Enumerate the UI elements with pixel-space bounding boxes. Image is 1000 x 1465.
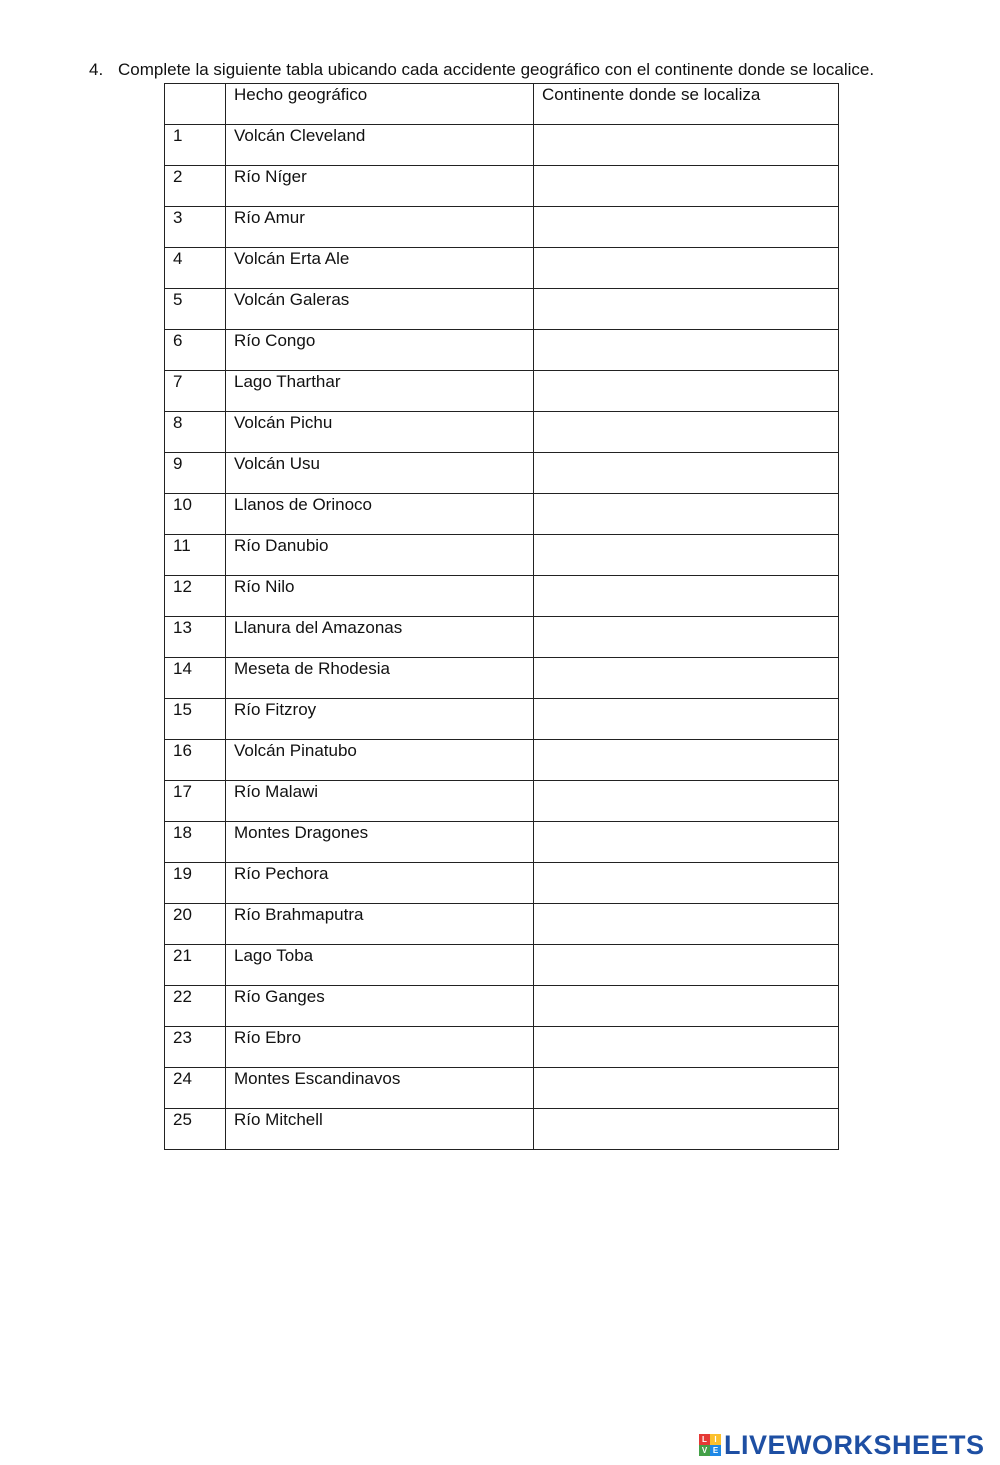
continent-answer-input[interactable] xyxy=(542,453,830,489)
liveworksheets-logo-icon: L I V E xyxy=(699,1434,721,1456)
table-row xyxy=(165,945,839,986)
watermark-text: LIVEWORKSHEETS xyxy=(724,1429,985,1460)
continent-answer-input[interactable] xyxy=(542,1027,830,1063)
continent-cell xyxy=(534,453,839,494)
continent-cell xyxy=(534,863,839,904)
continent-cell xyxy=(534,289,839,330)
row-number: 24 xyxy=(165,1068,226,1109)
row-feature: Volcán Usu xyxy=(226,453,534,494)
continent-cell xyxy=(534,617,839,658)
row-number: 5 xyxy=(165,289,226,330)
row-number: 4 xyxy=(165,248,226,289)
continent-cell xyxy=(534,412,839,453)
table-row xyxy=(165,535,839,576)
continent-answer-input[interactable] xyxy=(542,494,830,530)
row-feature: Río Nilo xyxy=(226,576,534,617)
row-feature: Llanos de Orinoco xyxy=(226,494,534,535)
continent-answer-input[interactable] xyxy=(542,781,830,817)
continent-cell xyxy=(534,945,839,986)
table-row xyxy=(165,289,839,330)
table-row xyxy=(165,1068,839,1109)
row-number: 23 xyxy=(165,1027,226,1068)
liveworksheets-watermark xyxy=(699,1430,985,1460)
row-number: 11 xyxy=(165,535,226,576)
table-row xyxy=(165,986,839,1027)
continent-answer-input[interactable] xyxy=(542,1068,830,1104)
row-feature: Montes Dragones xyxy=(226,822,534,863)
continent-answer-input[interactable] xyxy=(542,822,830,858)
continent-cell xyxy=(534,904,839,945)
continent-answer-input[interactable] xyxy=(542,371,830,407)
continent-cell xyxy=(534,781,839,822)
row-feature: Volcán Cleveland xyxy=(226,125,534,166)
row-feature: Meseta de Rhodesia xyxy=(226,658,534,699)
header-feature: Hecho geográfico xyxy=(226,84,534,125)
row-number: 21 xyxy=(165,945,226,986)
row-feature: Río Brahmaputra xyxy=(226,904,534,945)
continent-cell xyxy=(534,1068,839,1109)
continent-cell xyxy=(534,125,839,166)
continent-answer-input[interactable] xyxy=(542,863,830,899)
row-number: 1 xyxy=(165,125,226,166)
continent-cell xyxy=(534,986,839,1027)
table-row xyxy=(165,412,839,453)
geography-table xyxy=(164,83,839,1150)
table-row xyxy=(165,371,839,412)
row-feature: Volcán Galeras xyxy=(226,289,534,330)
row-number: 19 xyxy=(165,863,226,904)
table-row xyxy=(165,125,839,166)
table-row xyxy=(165,781,839,822)
continent-answer-input[interactable] xyxy=(542,535,830,571)
row-feature: Río Danubio xyxy=(226,535,534,576)
table-row xyxy=(165,166,839,207)
row-feature: Lago Toba xyxy=(226,945,534,986)
row-number: 10 xyxy=(165,494,226,535)
row-feature: Río Mitchell xyxy=(226,1109,534,1150)
row-feature: Río Pechora xyxy=(226,863,534,904)
table-row xyxy=(165,740,839,781)
row-feature: Volcán Pinatubo xyxy=(226,740,534,781)
row-feature: Río Malawi xyxy=(226,781,534,822)
table-row xyxy=(165,330,839,371)
row-number: 20 xyxy=(165,904,226,945)
row-feature: Montes Escandinavos xyxy=(226,1068,534,1109)
continent-answer-input[interactable] xyxy=(542,289,830,325)
continent-cell xyxy=(534,699,839,740)
continent-answer-input[interactable] xyxy=(542,576,830,612)
instruction-text: Complete la siguiente tabla ubicando cada accidente geográfico con el continente donde se localice. xyxy=(118,60,875,79)
table-row xyxy=(165,576,839,617)
continent-cell xyxy=(534,371,839,412)
row-number: 16 xyxy=(165,740,226,781)
row-number: 3 xyxy=(165,207,226,248)
header-number xyxy=(165,84,226,125)
table-row xyxy=(165,494,839,535)
row-number: 25 xyxy=(165,1109,226,1150)
continent-answer-input[interactable] xyxy=(542,740,830,776)
continent-cell xyxy=(534,166,839,207)
table-row xyxy=(165,658,839,699)
table-row xyxy=(165,904,839,945)
table-header-row xyxy=(165,84,839,125)
continent-cell xyxy=(534,576,839,617)
table-row xyxy=(165,617,839,658)
instruction xyxy=(89,60,979,80)
continent-answer-input[interactable] xyxy=(542,986,830,1022)
continent-answer-input[interactable] xyxy=(542,125,830,161)
row-number: 8 xyxy=(165,412,226,453)
continent-cell xyxy=(534,658,839,699)
row-number: 2 xyxy=(165,166,226,207)
row-feature: Volcán Pichu xyxy=(226,412,534,453)
row-feature: Río Congo xyxy=(226,330,534,371)
row-number: 7 xyxy=(165,371,226,412)
row-feature: Río Fitzroy xyxy=(226,699,534,740)
table-row xyxy=(165,863,839,904)
continent-answer-input[interactable] xyxy=(542,904,830,940)
table-row xyxy=(165,822,839,863)
row-feature: Llanura del Amazonas xyxy=(226,617,534,658)
continent-cell xyxy=(534,248,839,289)
table-row xyxy=(165,453,839,494)
continent-answer-input[interactable] xyxy=(542,658,830,694)
row-number: 13 xyxy=(165,617,226,658)
continent-answer-input[interactable] xyxy=(542,1109,830,1145)
row-feature: Lago Tharthar xyxy=(226,371,534,412)
table-row xyxy=(165,699,839,740)
continent-answer-input[interactable] xyxy=(542,412,830,448)
continent-answer-input[interactable] xyxy=(542,945,830,981)
continent-answer-input[interactable] xyxy=(542,207,830,243)
header-continent: Continente donde se localiza xyxy=(534,84,839,125)
row-number: 12 xyxy=(165,576,226,617)
continent-cell xyxy=(534,1109,839,1150)
row-number: 17 xyxy=(165,781,226,822)
table-row xyxy=(165,248,839,289)
continent-cell xyxy=(534,494,839,535)
continent-cell xyxy=(534,207,839,248)
instruction-number: 4. xyxy=(89,60,104,79)
row-number: 9 xyxy=(165,453,226,494)
table-row xyxy=(165,1109,839,1150)
continent-answer-input[interactable] xyxy=(542,617,830,653)
continent-cell xyxy=(534,1027,839,1068)
continent-cell xyxy=(534,535,839,576)
row-number: 14 xyxy=(165,658,226,699)
row-number: 15 xyxy=(165,699,226,740)
table-row xyxy=(165,207,839,248)
row-number: 22 xyxy=(165,986,226,1027)
table-row xyxy=(165,1027,839,1068)
continent-cell xyxy=(534,740,839,781)
row-feature: Volcán Erta Ale xyxy=(226,248,534,289)
continent-answer-input[interactable] xyxy=(542,248,830,284)
continent-answer-input[interactable] xyxy=(542,330,830,366)
row-feature: Río Ganges xyxy=(226,986,534,1027)
continent-cell xyxy=(534,330,839,371)
continent-cell xyxy=(534,822,839,863)
row-feature: Río Ebro xyxy=(226,1027,534,1068)
continent-answer-input[interactable] xyxy=(542,699,830,735)
row-feature: Río Níger xyxy=(226,166,534,207)
row-number: 6 xyxy=(165,330,226,371)
continent-answer-input[interactable] xyxy=(542,166,830,202)
row-number: 18 xyxy=(165,822,226,863)
row-feature: Río Amur xyxy=(226,207,534,248)
